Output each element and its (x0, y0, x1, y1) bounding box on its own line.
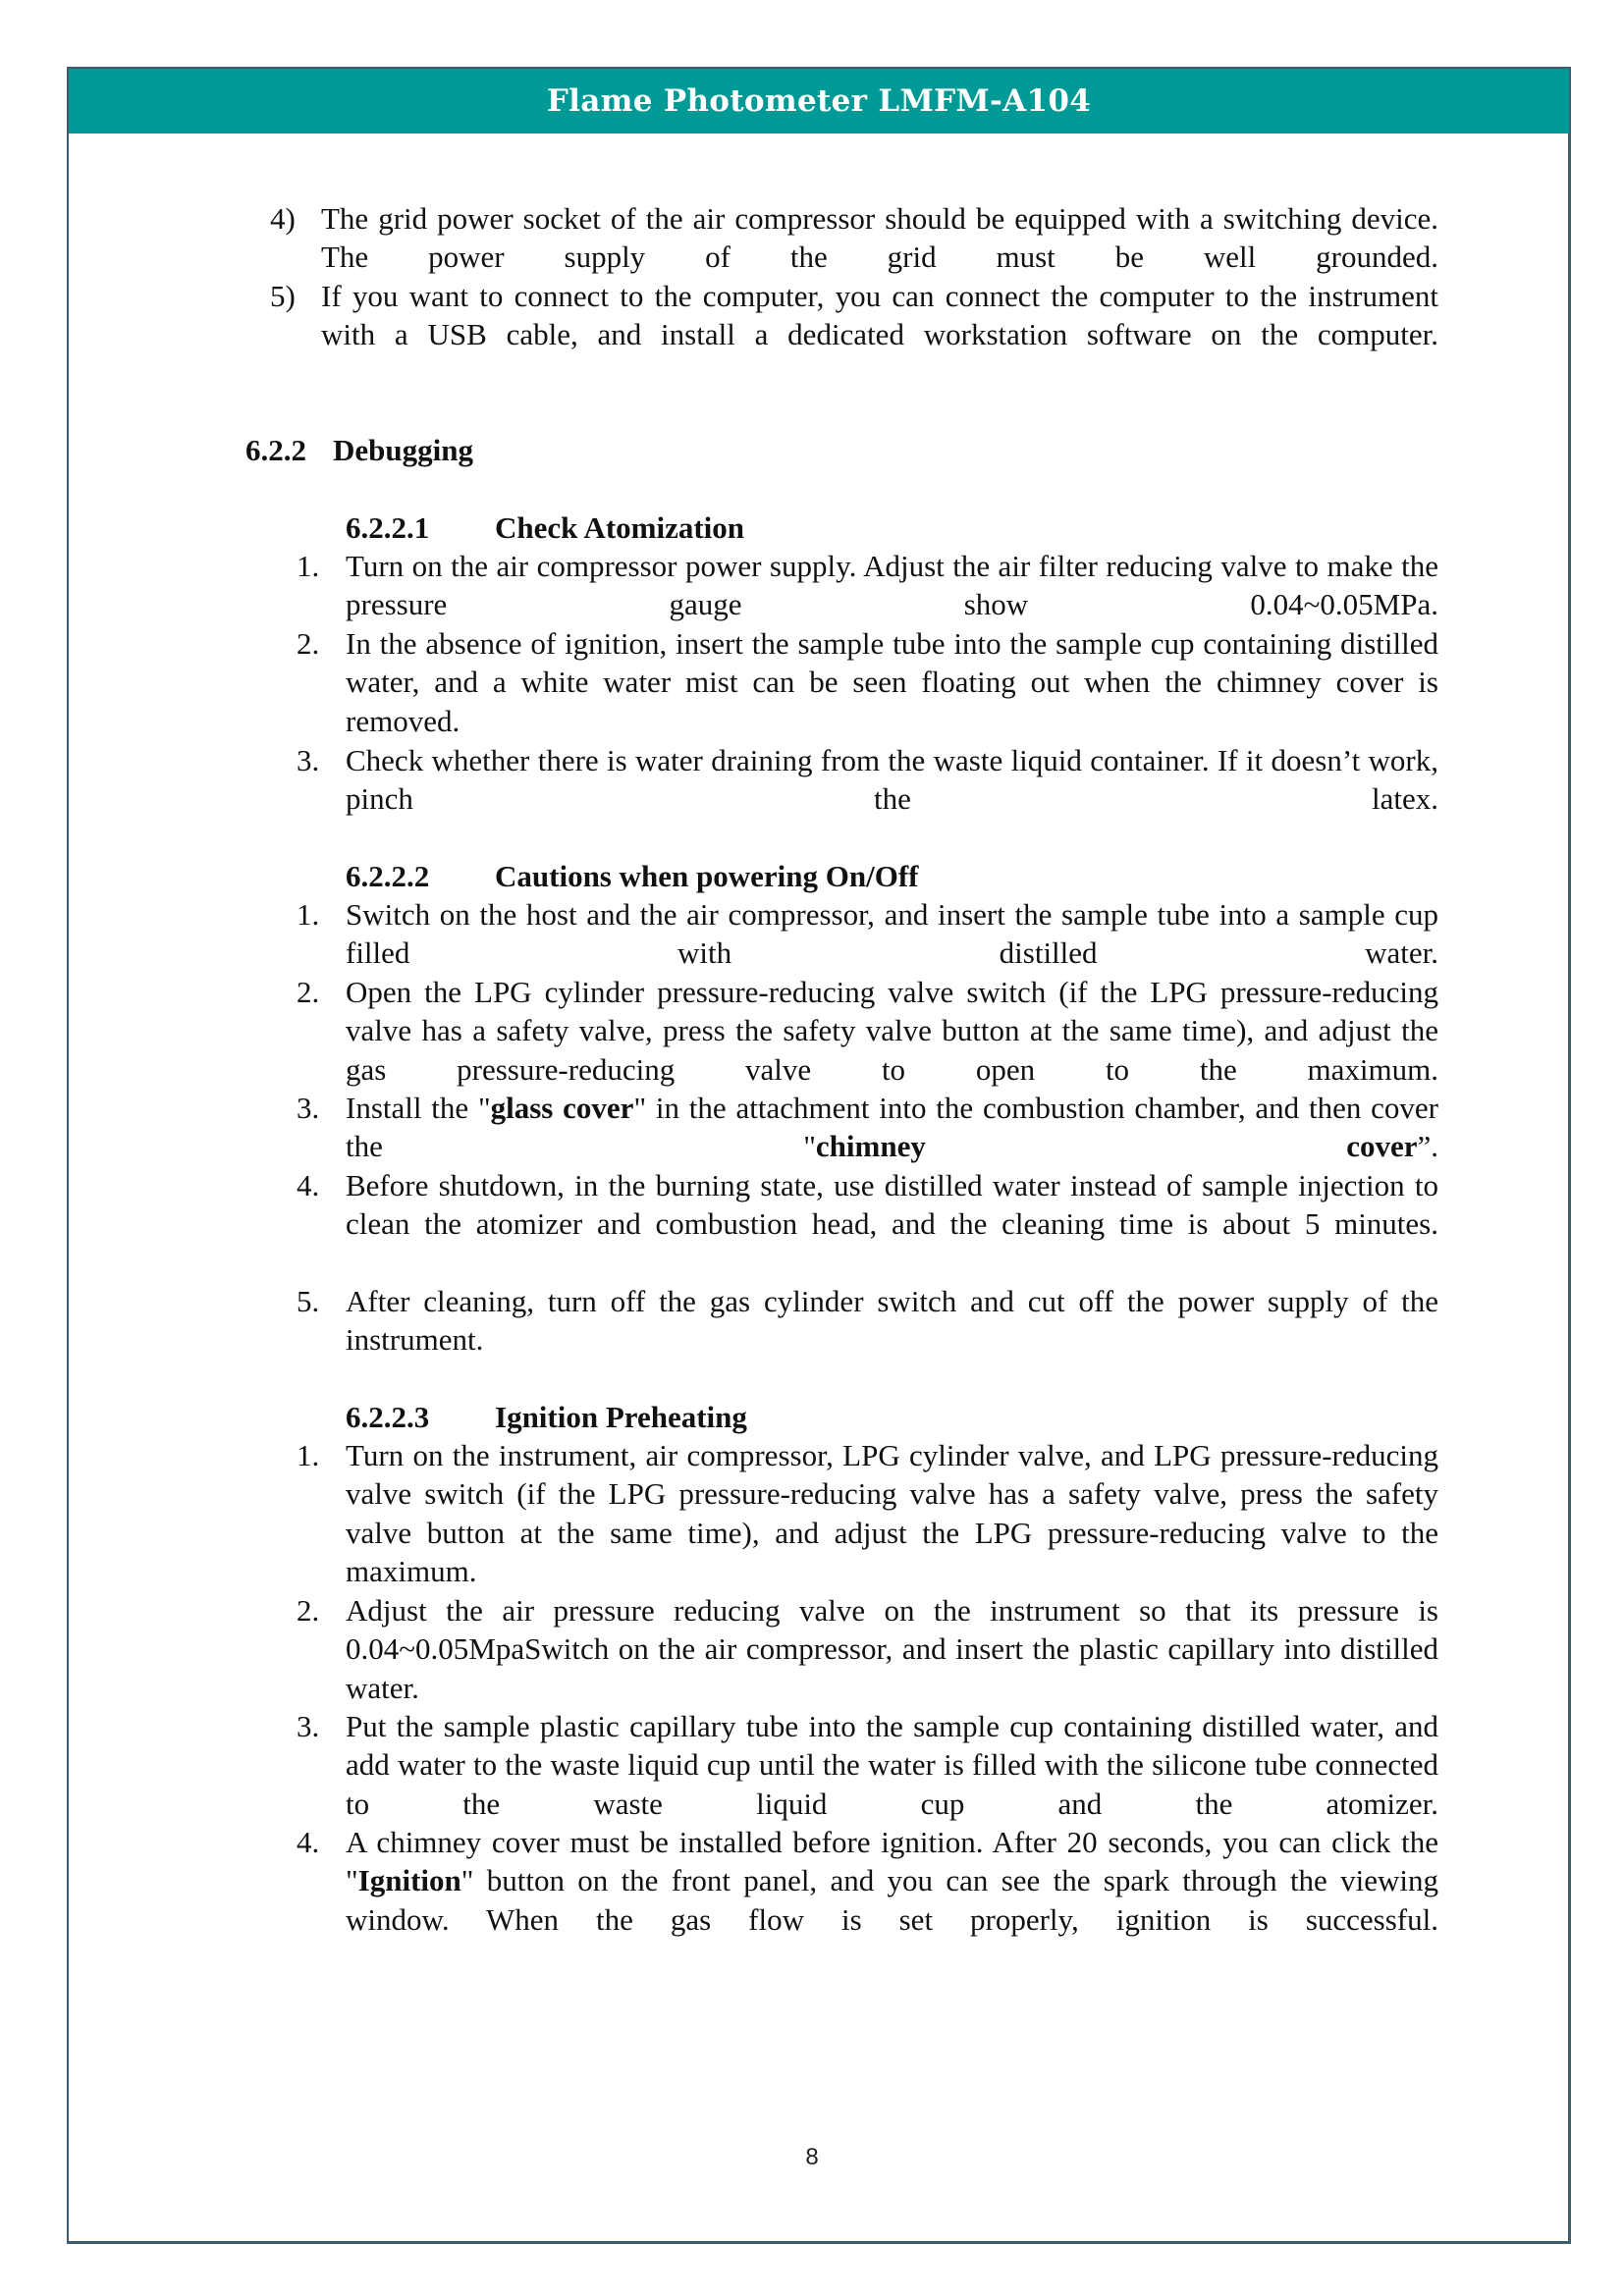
list-item-number: 4. (297, 1825, 320, 1859)
text-run: Install the " (346, 1091, 491, 1125)
list-item-text (346, 1823, 1438, 1978)
document-title: Flame Photometer LMFM-A104 (546, 83, 1092, 119)
list-item-number: 4) (270, 201, 296, 236)
list-item-text: Before shutdown, in the burning state, use distilled water instead of sample injection to clean the atomizer and combustion head, and the cleaning time is about 5 minutes. (346, 1168, 1438, 1242)
text-run: " in the attachment into the combustion chamber, and then cover the " (346, 1091, 1438, 1164)
subsection-number: 6.2.2.1 (346, 510, 430, 545)
list-item-text: Turn on the air compressor power supply. Adjust the air filter reducing valve to make the pressure gauge show 0.04~0.05MPa. (346, 549, 1438, 622)
section-heading (245, 431, 473, 469)
emphasis-ignition: Ignition (357, 1863, 461, 1898)
subsection-heading (346, 1398, 747, 1436)
page-number: 8 (805, 2144, 819, 2170)
list-item (297, 741, 1438, 857)
list-item-text: The grid power socket of the air compressor should be equipped with a switching device. The power supply of the grid must be well grounded. (321, 201, 1438, 275)
header-band (69, 69, 1569, 133)
list-item-text: Adjust the air pressure reducing valve on the instrument so that its pressure is 0.04~0.05MpaSwitch on the air compressor, and insert the plastic capillary into distilled water. (346, 1593, 1438, 1705)
emphasis-glass-cover: glass cover (490, 1091, 634, 1125)
subsection-title: Cautions when powering On/Off (495, 859, 919, 893)
list-item-number: 3. (297, 743, 320, 777)
text-run: ”. (1417, 1129, 1439, 1164)
list-item-text: In the absence of ignition, insert the sample tube into the sample cup containing distilled water, and a white water mist can be seen floating out when the chimney cover is removed. (346, 626, 1438, 738)
section-title: Debugging (333, 433, 473, 467)
list-item (297, 1823, 1438, 1978)
list-item (297, 1166, 1438, 1282)
list-item-number: 2. (297, 626, 320, 661)
list-item-text: Put the sample plastic capillary tube into the sample cup containing distilled water, and add water to the waste liquid cup until the water is filled with the silicone tube connected to the waste liquid cup and the atomizer. (346, 1709, 1438, 1821)
list-item-number: 1. (297, 1438, 320, 1472)
subsection-heading (346, 508, 744, 547)
subsection-heading (346, 857, 918, 895)
subsection-number: 6.2.2.3 (346, 1400, 430, 1434)
list-item-number: 5. (297, 1284, 320, 1318)
text-run: " button on the front panel, and you can see the spark through the viewing window. When the gas flow is set properly, ignition is successful. (346, 1863, 1438, 1937)
list-item-number: 4. (297, 1168, 320, 1202)
text-run: A chimney cover must be installed before ignition. After 20 seconds, you can click the " (346, 1825, 1438, 1898)
list-item-text: If you want to connect to the computer, you can connect the computer to the instrument with a USB cable, and install a dedicated workstation software on the computer. (321, 279, 1438, 352)
list-item-number: 2. (297, 975, 320, 1009)
list-item-number: 5) (270, 279, 296, 313)
emphasis-chimney-cover: chimney cover (815, 1129, 1418, 1164)
list-item-text: After cleaning, turn off the gas cylinder switch and cut off the power supply of the instrument. (346, 1284, 1438, 1358)
subsection-number: 6.2.2.2 (346, 859, 430, 893)
list-item-text: Check whether there is water draining from the waste liquid container. If it doesn’t work, pinch the latex. (346, 743, 1438, 817)
list-item-number: 1. (297, 549, 320, 583)
list-item-number: 3. (297, 1709, 320, 1743)
list-item-text: Turn on the instrument, air compressor, LPG cylinder valve, and LPG pressure-reducing valve switch (if the LPG pressure-reducing valve has a safety valve, press the safety valve button at the same time), and adjust the LPG pressure-reducing valve to the maximum. (346, 1438, 1438, 1589)
list-item-number: 3. (297, 1091, 320, 1125)
subsection-title: Check Atomization (495, 510, 745, 545)
list-item-number: 2. (297, 1593, 320, 1628)
list-item-number: 1. (297, 897, 320, 932)
list-item-text: Open the LPG cylinder pressure-reducing valve switch (if the LPG pressure-reducing valve has a safety valve, press the safety valve button at the same time), and adjust the gas pressure-reducing valve to open to the maximum. (346, 975, 1438, 1087)
list-item (270, 277, 1438, 393)
section-number: 6.2.2 (245, 433, 306, 467)
list-item-text: Switch on the host and the air compressor, and insert the sample tube into a sample cup filled with distilled water. (346, 897, 1438, 971)
subsection-title: Ignition Preheating (495, 1400, 747, 1434)
list-item (297, 1282, 1438, 1398)
